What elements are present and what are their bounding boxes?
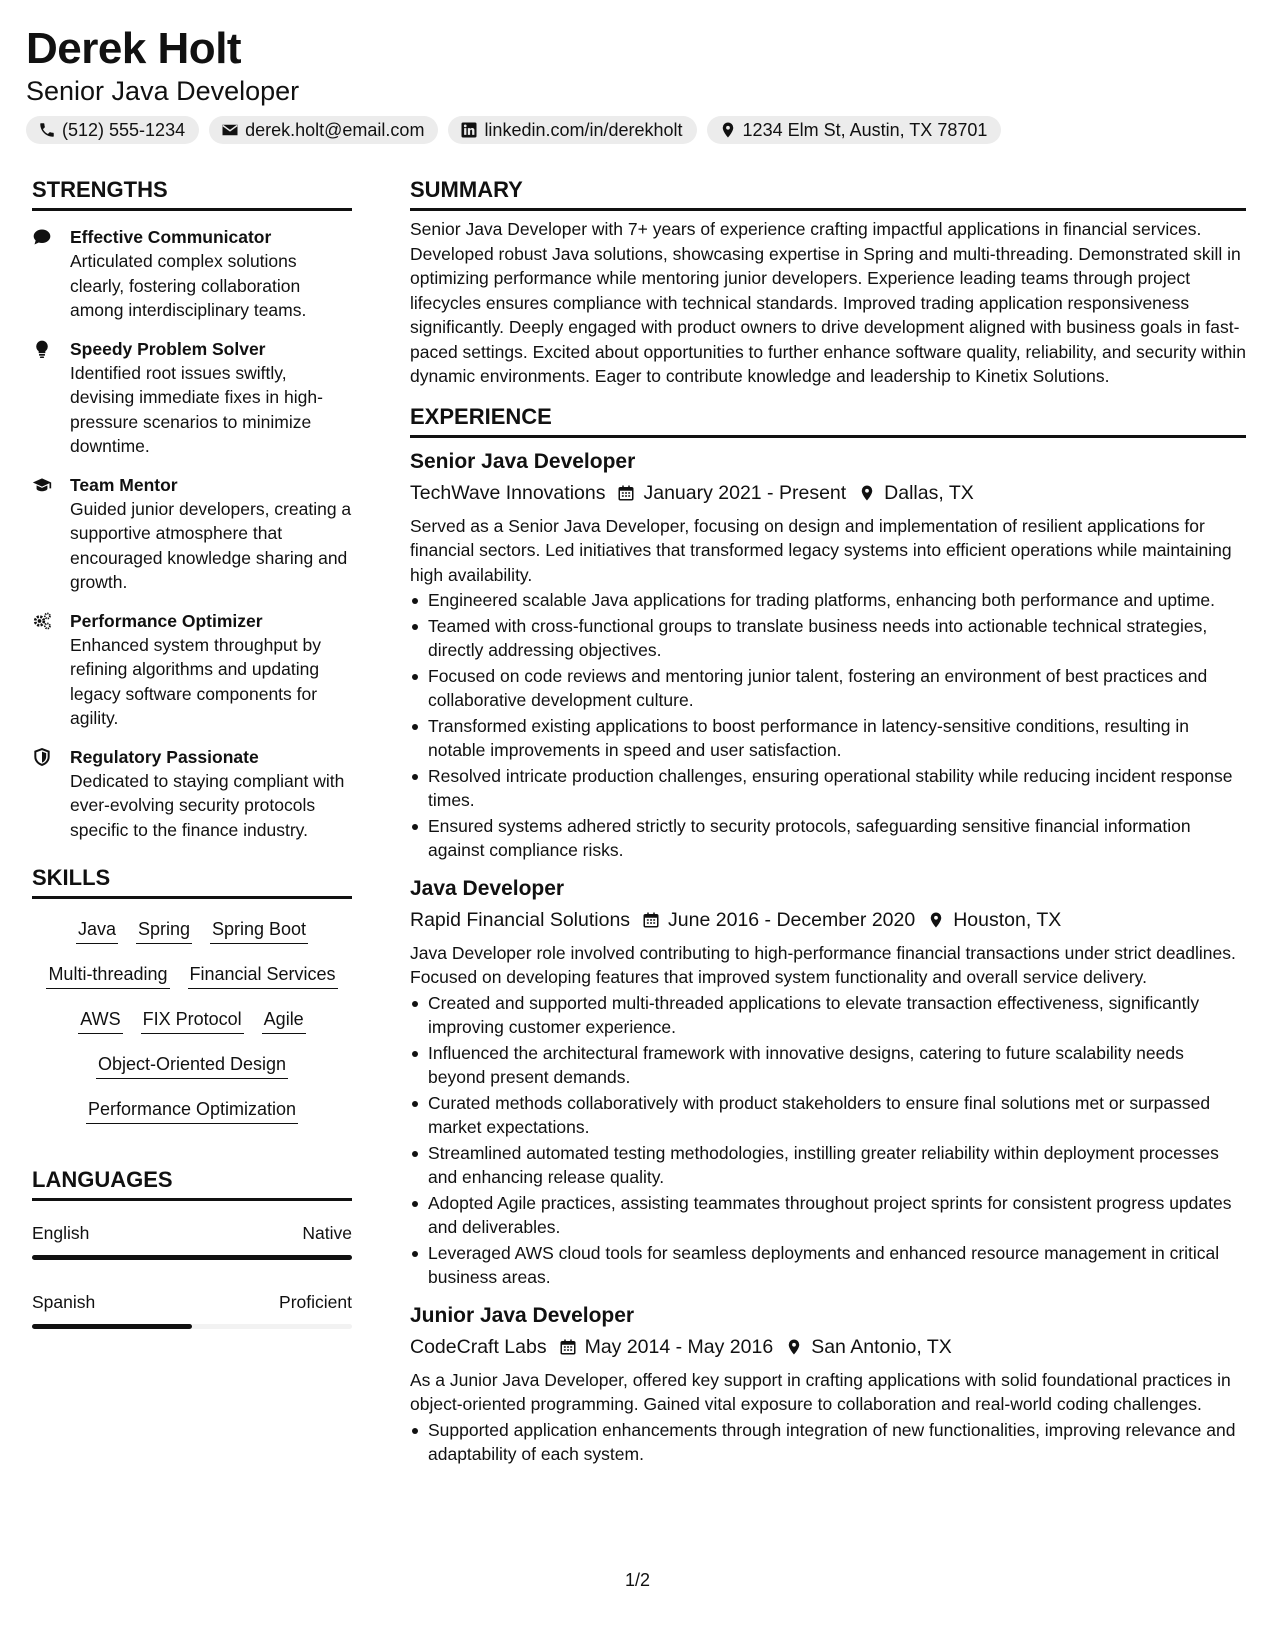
shield-icon (32, 745, 70, 843)
job-bullet: Created and supported multi-threaded applications to elevate transaction effectiveness, significantly improving customer experience. (428, 991, 1246, 1040)
job-bullet: Adopted Agile practices, assisting teammates throughout project sprints for consistent progress updates and deliverables. (428, 1191, 1246, 1240)
gears-icon (32, 609, 70, 731)
job-dates: January 2021 - Present (643, 481, 847, 504)
strength-desc: Identified root issues swiftly, devising immediate fixes in high-pressure scenarios to minimize downtime. (70, 362, 323, 456)
skills-row (86, 1097, 298, 1124)
contact-address-text: 1234 Elm St, Austin, TX 78701 (742, 119, 988, 140)
job-bullets (410, 1418, 1246, 1467)
calendar-icon (617, 484, 635, 502)
language-proficiency-fill (32, 1255, 352, 1260)
speech-bubble-icon (32, 225, 70, 323)
skills-row (76, 917, 308, 944)
right-column (410, 176, 1246, 1467)
skill-tag: Multi-threading (46, 962, 169, 989)
job-location: Dallas, TX (884, 481, 974, 504)
contact-linkedin-text: linkedin.com/in/derekholt (484, 119, 683, 140)
strength-desc: Guided junior developers, creating a supportive atmosphere that encouraged knowledge sharing and growth. (70, 498, 352, 592)
job-meta (410, 905, 1246, 935)
graduation-cap-icon (32, 473, 70, 595)
skills-row (96, 1052, 288, 1079)
language-name: Spanish (32, 1292, 96, 1312)
job-company: CodeCraft Labs (410, 1335, 547, 1358)
skill-tag: Spring Boot (210, 917, 308, 944)
contact-linkedin[interactable] (448, 116, 696, 144)
job-bullet: Curated methods collaboratively with product stakeholders to ensure final solutions met or surpassed market expectations. (428, 1091, 1246, 1140)
job-bullet: Leveraged AWS cloud tools for seamless deployments and enhanced resource management in critical business areas. (428, 1241, 1246, 1290)
strength-title: Performance Optimizer (70, 610, 263, 631)
job-bullet: Ensured systems adhered strictly to security protocols, safeguarding sensitive financial information against compliance risks. (428, 814, 1246, 863)
contact-phone-text: (512) 555-1234 (62, 119, 186, 140)
skill-tag: Java (76, 917, 118, 944)
job-meta (410, 478, 1246, 508)
language-item (32, 1221, 352, 1260)
job-bullets (410, 588, 1246, 863)
job-bullets (410, 991, 1246, 1290)
contact-email-text: derek.holt@email.com (245, 119, 425, 140)
candidate-role: Senior Java Developer (26, 76, 300, 106)
envelope-icon (221, 121, 239, 139)
languages-heading: LANGUAGES (32, 1166, 352, 1201)
job-title: Java Developer (410, 876, 565, 900)
job-dates: May 2014 - May 2016 (584, 1335, 774, 1358)
language-level: Native (302, 1223, 352, 1243)
lightbulb-icon (32, 337, 70, 459)
job-location: Houston, TX (953, 908, 1062, 931)
contact-bar (26, 116, 1246, 144)
strength-item (32, 745, 352, 843)
job-title: Senior Java Developer (410, 449, 636, 473)
resume-header (26, 24, 1246, 144)
skills-row (46, 962, 337, 989)
job-company: Rapid Financial Solutions (410, 908, 631, 931)
location-pin-icon (927, 911, 945, 929)
job-entry (410, 875, 1246, 1290)
language-proficiency-bar (32, 1324, 352, 1329)
skills-row (78, 1007, 305, 1034)
job-dates: June 2016 - December 2020 (668, 908, 916, 931)
skills-list (32, 917, 352, 1124)
strength-desc: Dedicated to staying compliant with ever-evolving security protocols specific to the finance industry. (70, 770, 345, 840)
skill-tag: Financial Services (188, 962, 338, 989)
job-description: Java Developer role involved contributing to high-performance financial transactions under strict deadlines. Focused on developing features that improved system functionality and overall service delivery. (410, 942, 1236, 987)
language-item (32, 1290, 352, 1329)
page-number: 1/2 (624, 1570, 651, 1590)
skill-tag: AWS (78, 1007, 122, 1034)
skill-tag: Object-Oriented Design (96, 1052, 288, 1079)
contact-phone[interactable] (26, 116, 199, 144)
strength-title: Team Mentor (70, 474, 178, 495)
strength-item (32, 225, 352, 323)
job-bullet: Transformed existing applications to boost performance in latency-sensitive conditions, resulting in notable improvements in speed and user satisfaction. (428, 714, 1246, 763)
strength-item (32, 337, 352, 459)
strengths-heading: STRENGTHS (32, 176, 352, 211)
strengths-section (32, 176, 352, 842)
strength-desc: Articulated complex solutions clearly, fostering collaboration among interdisciplinary teams. (70, 251, 307, 320)
summary-text: Senior Java Developer with 7+ years of experience crafting impactful applications in financial services. Developed robust Java solutions, showcasing expertise in Spring and multi-threading. Demonstrated skill in optimizing performance while mentoring junior developers. Experience leading teams through project lifecycles ensures compliance with technical standards. Improved trading application responsiveness significantly. Deeply engaged with product owners to drive development aligned with business goals in fast-paced settings. Excited about opportunities to further enhance software quality, reliability, and security within dynamic environments. Eager to contribute knowledge and leadership to Kinetix Solutions. (410, 219, 1246, 386)
job-bullet: Focused on code reviews and mentoring junior talent, fostering an environment of best practices and collaborative development culture. (428, 664, 1246, 713)
job-description: Served as a Senior Java Developer, focusing on design and implementation of resilient applications for financial sectors. Led initiatives that transformed legacy systems into efficient operations while maintaining high availability. (410, 515, 1232, 585)
job-bullet: Teamed with cross-functional groups to translate business needs into actionable technical strategies, directly addressing objectives. (428, 614, 1246, 663)
skills-heading: SKILLS (32, 864, 352, 899)
job-location: San Antonio, TX (811, 1335, 952, 1358)
language-name: English (32, 1223, 90, 1243)
contact-email[interactable] (209, 116, 438, 144)
calendar-icon (559, 1338, 577, 1356)
phone-icon (38, 121, 56, 139)
skills-section (32, 864, 352, 1124)
job-bullet: Supported application enhancements through integration of new functionalities, improving relevance and adaptability of each system. (428, 1418, 1246, 1467)
skill-tag: Agile (262, 1007, 306, 1034)
location-pin-icon (785, 1338, 803, 1356)
left-column (32, 176, 352, 1329)
experience-heading: EXPERIENCE (410, 403, 1246, 438)
job-title: Junior Java Developer (410, 1303, 635, 1327)
skill-tag: Performance Optimization (86, 1097, 298, 1124)
job-bullet: Influenced the architectural framework with innovative designs, catering to future scalability needs beyond present demands. (428, 1041, 1246, 1090)
location-pin-icon (858, 484, 876, 502)
strength-title: Regulatory Passionate (70, 746, 259, 767)
strength-desc: Enhanced system throughput by refining algorithms and updating legacy software components for agility. (70, 634, 321, 728)
summary-heading: SUMMARY (410, 176, 1246, 211)
job-bullet: Streamlined automated testing methodologies, instilling greater reliability within deployment processes and enhancing release quality. (428, 1141, 1246, 1190)
language-proficiency-fill (32, 1324, 192, 1329)
skill-tag: FIX Protocol (141, 1007, 244, 1034)
job-company: TechWave Innovations (410, 481, 606, 504)
location-pin-icon (719, 121, 737, 139)
job-entry (410, 448, 1246, 863)
strength-title: Speedy Problem Solver (70, 338, 266, 359)
languages-section (32, 1166, 352, 1329)
strength-item (32, 609, 352, 731)
strength-item (32, 473, 352, 595)
candidate-name: Derek Holt (26, 24, 242, 73)
contact-address[interactable] (707, 116, 1002, 144)
job-entry (410, 1302, 1246, 1467)
summary-section (410, 176, 1246, 389)
linkedin-icon (460, 121, 478, 139)
job-description: As a Junior Java Developer, offered key support in crafting applications with solid foundational practices in object-oriented programming. Gained vital exposure to collaboration and real-world coding challenges. (410, 1369, 1231, 1414)
job-bullet: Resolved intricate production challenges, ensuring operational stability while reducing incident response times. (428, 764, 1246, 813)
experience-section (410, 403, 1246, 1467)
strength-title: Effective Communicator (70, 227, 272, 247)
language-proficiency-bar (32, 1255, 352, 1260)
language-level: Proficient (279, 1292, 352, 1312)
job-meta (410, 1332, 1246, 1362)
job-bullet: Engineered scalable Java applications for trading platforms, enhancing both performance and uptime. (428, 588, 1246, 613)
skill-tag: Spring (136, 917, 192, 944)
calendar-icon (642, 911, 660, 929)
